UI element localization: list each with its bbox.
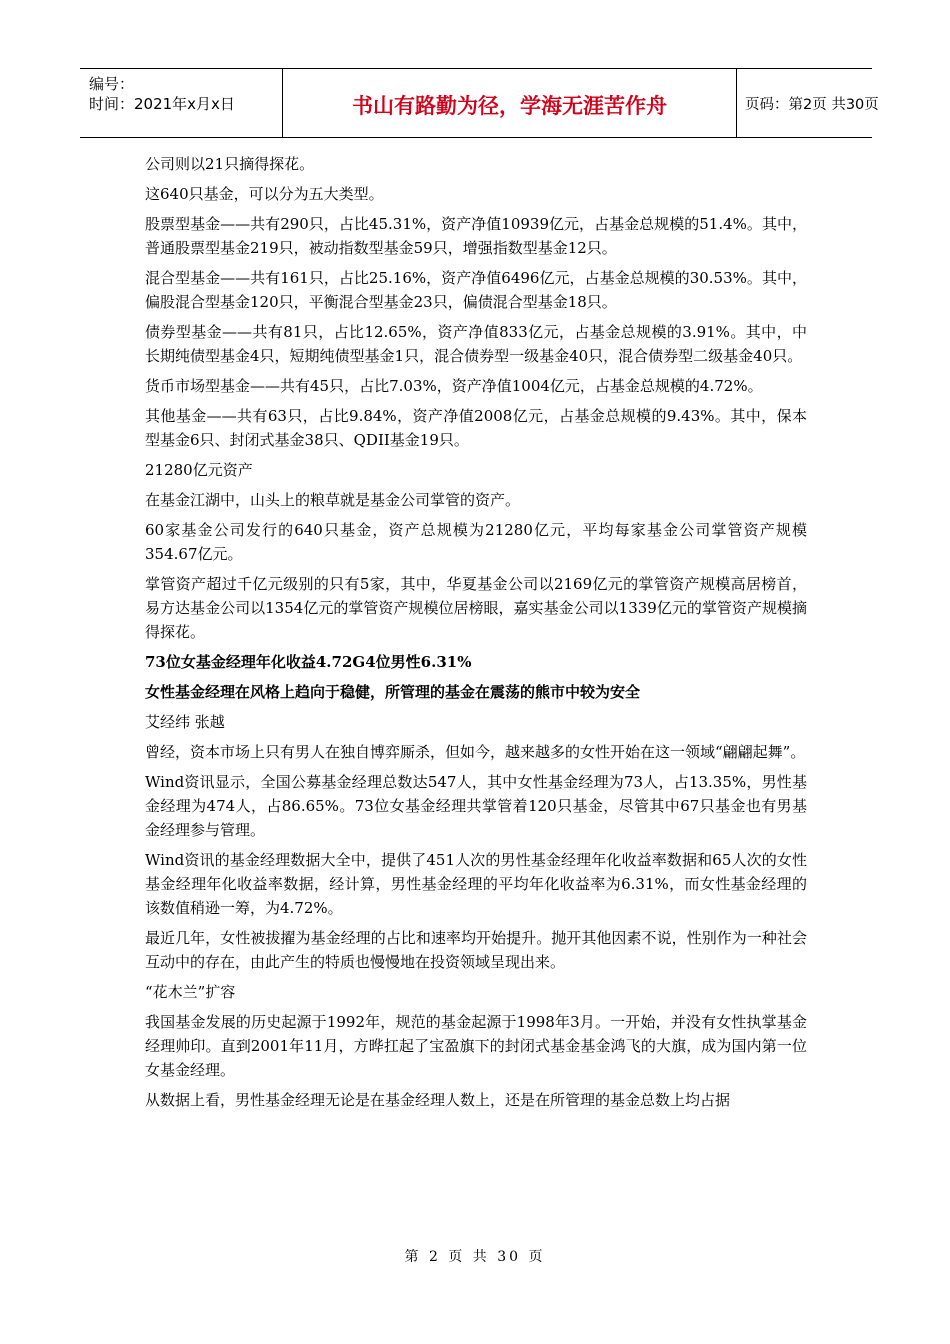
body-paragraph: 在基金江湖中，山头上的粮草就是基金公司掌管的资产。 [145,491,521,509]
body-paragraph: 股票型基金——共有290只，占比45.31%，资产净值10939亿元，占基金总规模的51.4%。其中，普通股票型基金219只，被动指数型基金59只，增强指数型基金12只。 [145,215,807,257]
header-page-cell [737,69,879,137]
body-paragraph: Wind资讯的基金经理数据大全中，提供了451人次的男性基金经理年化收益率数据和65人次的女性基金经理年化收益率数据，经计算，男性基金经理的平均年化收益率为6.31%，而女性基金经理的该数值稍逊一筹，为4.72%。 [145,851,807,917]
body-paragraph: 其他基金——共有63只，占比9.84%，资产净值2008亿元，占基金总规模的9.43%。其中，保本型基金6只、封闭式基金38只、QDII基金19只。 [145,407,807,449]
body-paragraph: 21280亿元资产 [145,461,253,479]
body-paragraph: 艾经纬 张越 [145,713,225,731]
header-motto-cell [283,69,737,137]
section-heading: 女性基金经理在风格上趋向于稳健，所管理的基金在震荡的熊市中较为安全 [145,683,641,701]
page-footer: 第 2 页 共 30 页 [404,1249,546,1265]
body-paragraph: 货币市场型基金——共有45只，占比7.03%，资产净值1004亿元，占基金总规模的4.72%。 [145,377,763,395]
body-paragraph: 掌管资产超过千亿元级别的只有5家，其中，华夏基金公司以2169亿元的掌管资产规模高居榜首，易方达基金公司以1354亿元的掌管资产规模位居榜眼，嘉实基金公司以1339亿元的掌管资产规模摘得探花。 [145,575,807,641]
body-paragraph: 这640只基金，可以分为五大类型。 [145,185,384,203]
body-paragraph: 公司则以21只摘得探花。 [145,155,315,173]
body-paragraph: 从数据上看，男性基金经理无论是在基金经理人数上，还是在所管理的基金总数上均占据 [145,1091,731,1109]
page-header [80,68,879,138]
body-paragraph: 债券型基金——共有81只，占比12.65%，资产净值833亿元，占基金总规模的3.91%。其中，中长期纯债型基金4只，短期纯债型基金1只，混合债券型一级基金40只，混合债券型二级基金40只。 [145,323,807,365]
header-motto: 书山有路勤为径，学海无涯苦作舟 [352,94,667,118]
body-paragraph: 最近几年，女性被拔擢为基金经理的占比和速率均开始提升。抛开其他因素不说，性别作为一种社会互动中的存在，由此产生的特质也慢慢地在投资领域呈现出来。 [145,929,807,971]
body-paragraph: 60家基金公司发行的640只基金，资产总规模为21280亿元，平均每家基金公司掌管资产规模354.67亿元。 [145,521,807,563]
document-time-label: 时间：2021年x月x日 [89,95,235,113]
body-paragraph: Wind资讯显示，全国公募基金经理总数达547人，其中女性基金经理为73人，占13.35%，男性基金经理为474人，占86.65%。73位女基金经理共掌管着120只基金，尽管其中67只基金也有男基金经理参与管理。 [145,773,807,839]
body-paragraph: “花木兰”扩容 [145,983,236,1001]
header-page-number: 页码：第2页 共30页 [745,97,879,113]
document-body [145,152,807,1118]
body-paragraph: 混合型基金——共有161只，占比25.16%，资产净值6496亿元，占基金总规模的30.53%。其中，偏股混合型基金120只，平衡混合型基金23只，偏债混合型基金18只。 [145,269,807,311]
section-heading: 73位女基金经理年化收益4.72G4位男性6.31% [145,653,472,671]
body-paragraph: 曾经，资本市场上只有男人在独自博弈厮杀，但如今，越来越多的女性开始在这一领域“翩翩起舞”。 [145,743,806,761]
document-number-label: 编号： [89,75,135,93]
header-meta-cell [80,69,283,137]
body-paragraph: 我国基金发展的历史起源于1992年，规范的基金起源于1998年3月。一开始，并没有女性执掌基金经理帅印。直到2001年11月，方晔扛起了宝盈旗下的封闭式基金基金鸿飞的大旗，成为国内第一位女基金经理。 [145,1013,807,1079]
